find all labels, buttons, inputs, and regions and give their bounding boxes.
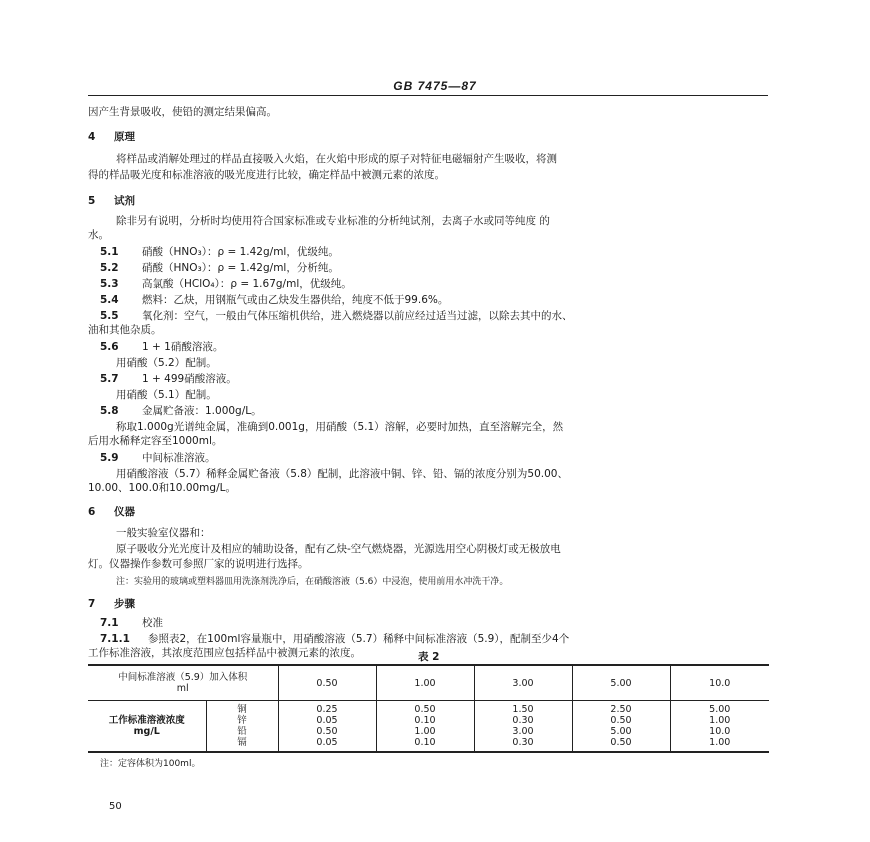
item-5-4-text: 燃料：乙炔，用钢瓶气或由乙炔发生器供给，纯度不低于99.6%。 bbox=[142, 294, 449, 306]
section-6-number: 6 bbox=[88, 506, 96, 518]
concentration-cell bbox=[572, 701, 670, 753]
concentration-cell bbox=[670, 701, 769, 753]
item-5-6-text: 1 + 1硝酸溶液。 bbox=[142, 341, 224, 353]
section-4-number: 4 bbox=[88, 131, 96, 143]
item-5-4-number: 5.4 bbox=[100, 294, 119, 306]
section-6-para-line2: 原子吸收分光光度计及相应的辅助设备，配有乙炔-空气燃烧器，光源选用空心阴极灯或无极放电 bbox=[116, 543, 561, 555]
header-label-line2: ml bbox=[176, 683, 189, 694]
volume-cell: 1.00 bbox=[376, 665, 474, 701]
item-5-9-para-line1: 用硝酸溶液（5.7）稀释金属贮备液（5.8）配制，此溶液中铜、锌、铅、镉的浓度分别为50.00、 bbox=[116, 468, 568, 480]
item-5-9-para-line2: 10.00、100.0和10.00mg/L。 bbox=[88, 482, 236, 494]
item-5-8-number: 5.8 bbox=[100, 405, 119, 417]
item-5-6-sub: 用硝酸（5.2）配制。 bbox=[116, 357, 217, 369]
section-7-number: 7 bbox=[88, 598, 96, 610]
element-lead: 铅 bbox=[237, 726, 247, 737]
section-4-title: 原理 bbox=[114, 131, 135, 143]
item-7-1-text: 校准 bbox=[142, 617, 163, 629]
table-value: 0.10 bbox=[414, 737, 436, 748]
header-label-line1: 中间标准溶液（5.9）加入体积 bbox=[118, 672, 248, 683]
volume-cell: 3.00 bbox=[474, 665, 572, 701]
section-6-title: 仪器 bbox=[114, 506, 135, 518]
section-6-para-line1: 一般实验室仪器和： bbox=[116, 527, 211, 539]
table-value: 1.00 bbox=[709, 715, 731, 726]
item-5-3-number: 5.3 bbox=[100, 278, 119, 290]
item-5-9-number: 5.9 bbox=[100, 452, 119, 464]
table-value: 0.05 bbox=[316, 737, 338, 748]
body-label-line2: mg/L bbox=[133, 726, 160, 737]
table-value: 0.50 bbox=[316, 726, 338, 737]
concentration-cell bbox=[474, 701, 572, 753]
table-header-row bbox=[88, 665, 769, 701]
table-value: 1.50 bbox=[512, 704, 534, 715]
calibration-table bbox=[88, 664, 769, 753]
section-5-title: 试剂 bbox=[114, 195, 135, 207]
item-5-7-sub: 用硝酸（5.1）配制。 bbox=[116, 389, 217, 401]
table-value: 0.50 bbox=[610, 737, 632, 748]
section-5-para-line1: 除非另有说明，分析时均使用符合国家标准或专业标准的分析纯试剂，去离子水或同等纯度 的 bbox=[116, 215, 550, 227]
section-5-para-line2: 水。 bbox=[88, 229, 109, 241]
concentration-cell bbox=[278, 701, 376, 753]
table-value: 0.30 bbox=[512, 715, 534, 726]
item-5-8-para-line2: 后用水稀释定容至1000ml。 bbox=[88, 435, 223, 447]
element-zinc: 锌 bbox=[237, 715, 247, 726]
section-4-para-line1: 将样品或消解处理过的样品直接吸入火焰，在火焰中形成的原子对特征电磁辐射产生吸收，将测 bbox=[116, 153, 557, 165]
item-5-7-number: 5.7 bbox=[100, 373, 119, 385]
volume-cell: 0.50 bbox=[278, 665, 376, 701]
table-value: 0.50 bbox=[414, 704, 436, 715]
table-value: 0.50 bbox=[610, 715, 632, 726]
table-value: 2.50 bbox=[610, 704, 632, 715]
item-5-9-text: 中间标准溶液。 bbox=[142, 452, 216, 464]
section-6-para-line3: 灯。仪器操作参数可参照厂家的说明进行选择。 bbox=[88, 558, 309, 570]
item-5-1-number: 5.1 bbox=[100, 246, 119, 258]
item-5-2-text: 硝酸（HNO₃）：ρ = 1.42g/ml，分析纯。 bbox=[142, 262, 339, 274]
table-body-row bbox=[88, 701, 769, 753]
table-value: 5.00 bbox=[610, 726, 632, 737]
table-value: 5.00 bbox=[709, 704, 731, 715]
item-5-8-text: 金属贮备液：1.000g/L。 bbox=[142, 405, 262, 417]
table-value: 0.25 bbox=[316, 704, 338, 715]
table-value: 1.00 bbox=[414, 726, 436, 737]
table-note: 注：定容体积为100ml。 bbox=[100, 759, 201, 769]
item-5-2-number: 5.2 bbox=[100, 262, 119, 274]
body-label-line1: 工作标准溶液浓度 bbox=[108, 715, 185, 726]
item-7-1-number: 7.1 bbox=[100, 617, 119, 629]
item-5-5-text-line2: 油和其他杂质。 bbox=[88, 324, 162, 336]
volume-cell: 5.00 bbox=[572, 665, 670, 701]
item-5-8-para-line1: 称取1.000g光谱纯金属，准确到0.001g，用硝酸（5.1）溶解，必要时加热，直至溶解完全，然 bbox=[116, 421, 564, 433]
item-7-1-1-line1: 参照表2，在100ml容量瓶中，用硝酸溶液（5.7）稀释中间标准溶液（5.9），配制至少4个 bbox=[148, 633, 570, 645]
element-copper: 铜 bbox=[237, 704, 247, 715]
table-value: 10.0 bbox=[709, 726, 731, 737]
table-value: 0.05 bbox=[316, 715, 338, 726]
standard-header: GB 7475—87 bbox=[393, 79, 477, 93]
section-7-title: 步骤 bbox=[114, 598, 135, 610]
item-5-3-text: 高氯酸（HClO₄）：ρ = 1.67g/ml，优级纯。 bbox=[142, 278, 352, 290]
item-7-1-1-number: 7.1.1 bbox=[100, 633, 130, 645]
table-value: 1.00 bbox=[709, 737, 731, 748]
item-5-5-text-line1: 氧化剂：空气，一般由气体压缩机供给，进入燃烧器以前应经过适当过滤，以除去其中的水、 bbox=[142, 310, 573, 322]
element-cell bbox=[206, 701, 278, 753]
volume-cell: 10.0 bbox=[670, 665, 769, 701]
table-value: 0.30 bbox=[512, 737, 534, 748]
table-value: 3.00 bbox=[512, 726, 534, 737]
section-5-number: 5 bbox=[88, 195, 96, 207]
item-5-6-number: 5.6 bbox=[100, 341, 119, 353]
page-number: 50 bbox=[109, 801, 122, 812]
element-cadmium: 镉 bbox=[237, 737, 247, 748]
item-5-7-text: 1 + 499硝酸溶液。 bbox=[142, 373, 237, 385]
item-5-1-text: 硝酸（HNO₃）：ρ = 1.42g/ml，优级纯。 bbox=[142, 246, 339, 258]
concentration-cell bbox=[376, 701, 474, 753]
table-value: 0.10 bbox=[414, 715, 436, 726]
header-label-cell bbox=[88, 665, 278, 701]
section-6-note: 注：实验用的玻璃或塑料器皿用洗涤剂洗净后，在硝酸溶液（5.6）中浸泡，使用前用水冲洗干净。 bbox=[116, 577, 509, 587]
section-4-para-line2: 得的样品吸光度和标准溶液的吸光度进行比较，确定样品中被测元素的浓度。 bbox=[88, 169, 445, 181]
intro-continuation: 因产生背景吸收，使铅的测定结果偏高。 bbox=[88, 106, 277, 118]
item-7-1-1-line2: 工作标准溶液，其浓度范围应包括样品中被测元素的浓度。 bbox=[88, 647, 361, 659]
table-caption: 表 2 bbox=[418, 651, 440, 663]
header-rule bbox=[88, 95, 768, 96]
body-label-cell bbox=[88, 701, 206, 753]
item-5-5-number: 5.5 bbox=[100, 310, 119, 322]
